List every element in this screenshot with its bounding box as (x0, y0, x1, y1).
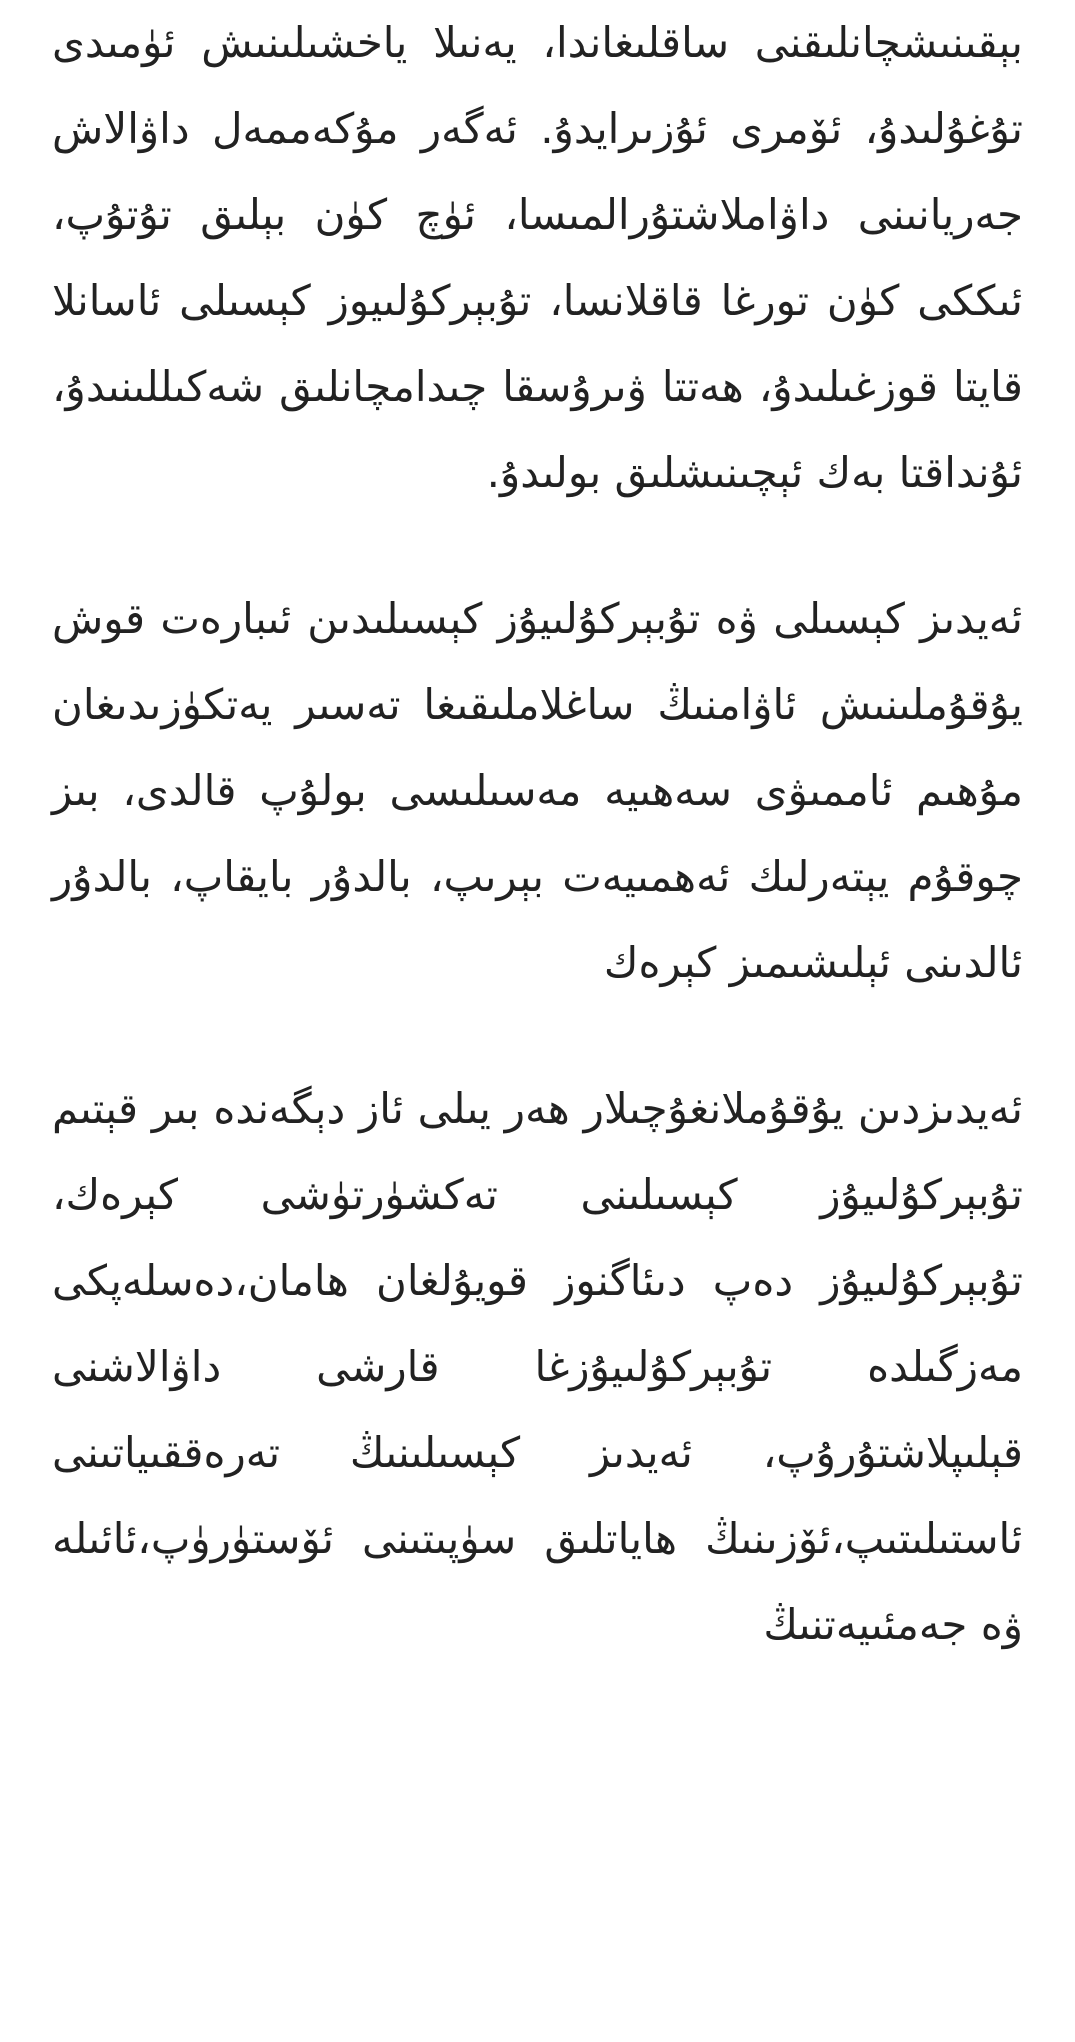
article-paragraph-1: بېقىنىشچانلىقنى ساقلىغاندا، يەنىلا ياخشىلىنىش ئۈمىدى تۇغۇلىدۇ، ئۆمرى ئۇزىرايدۇ. ئەگەر مۇكەممەل داۋالاش جەريانىنى داۋاملاشتۇرالمىسا، ئۈچ كۈن بېلىق تۇتۇپ، ئىككى كۈن تورغا قاقلانسا، تۇبېركۇلىيوز كېسىلى ئاسانلا قايتا قوزغىلىدۇ، ھەتتا ۋىرۇسقا چىدامچانلىق شەكىللىنىدۇ، ئۇنداقتا بەك ئېچىنىشلىق بولىدۇ. (52, 18, 1023, 497)
article-paragraph-3: ئەيدىزدىن يۇقۇملانغۇچىلار ھەر يىلى ئاز دېگەندە بىر قېتىم تۇبېركۇلىيۇز كېسىلىنى تەكشۈرتۈشى كېرەك، تۇبېركۇلىيۇز دەپ دىئاگنوز قويۇلغان ھامان،دەسلەپكى مەزگىلدە تۇبېركۇلىيۇزغا قارشى داۋالاشنى قېلىپلاشتۇرۇپ، ئەيدىز كېسىلىنىڭ تەرەققىياتىنى ئاستىلىتىپ،ئۆزىنىڭ ھاياتلىق سۈپىتىنى ئۆستۈرۈپ،ئائىلە ۋە جەمئىيەتنىڭ (52, 1084, 1023, 1649)
article-paragraph-2: ئەيدىز كېسىلى ۋە تۇبېركۇلىيۇز كېسىلىدىن ئىبارەت قوش يۇقۇملىنىش ئاۋامنىڭ ساغلاملىقىغا تەسىر يەتكۈزىدىغان مۇھىم ئاممىۋى سەھىيە مەسىلىسى بولۇپ قالدى، بىز چوقۇم يېتەرلىك ئەھمىيەت بېرىپ، بالدۇر بايقاپ، بالدۇر ئالدىنى ئېلىشىمىز كېرەك (52, 594, 1023, 987)
